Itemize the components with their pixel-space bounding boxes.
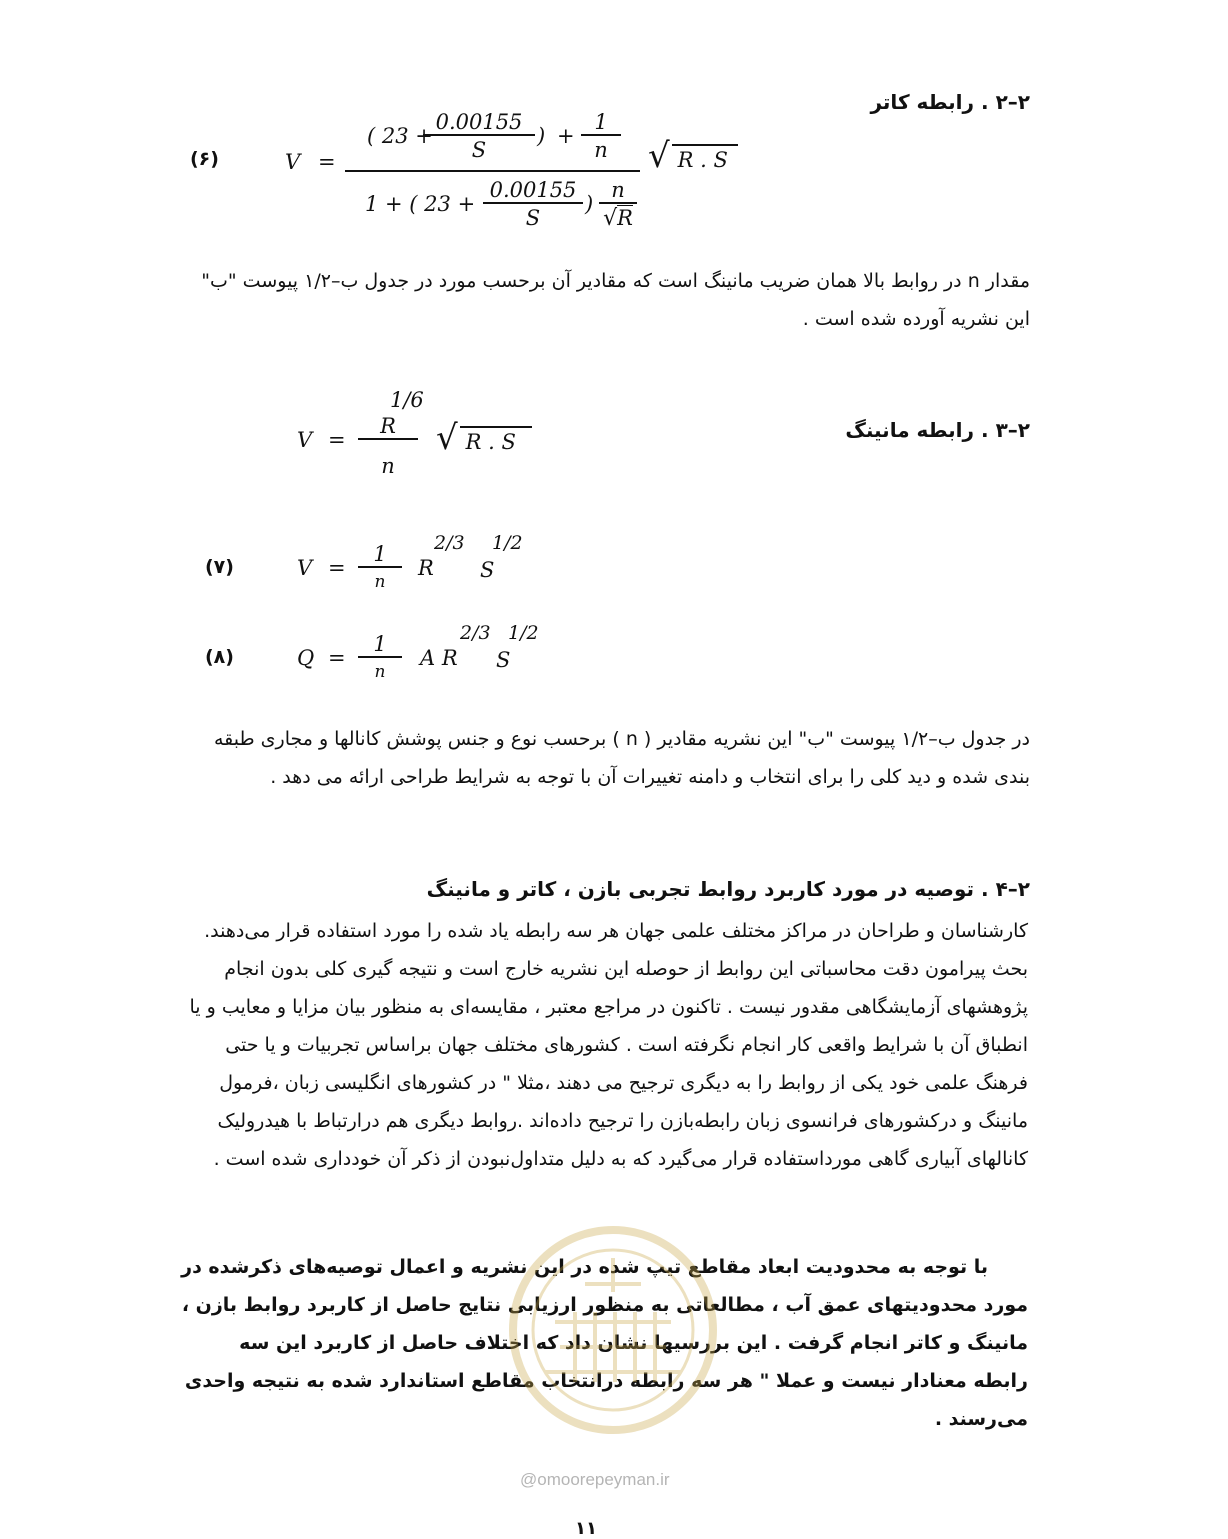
kutter-numerator-n: n [594,138,608,162]
recommendation-paragraph-1: کارشناسان و طراحان در مراکز مختلف علمی جهان هر سه رابطه یاد شده را مورد استفاده قرار می‌دهند. بحث پیرامون دقت محاسباتی این روابط از حوصله این نشریه خارج است و نتیجه گیری کلی بدون انجام پژوهشهای آزمایشگاهی مقدور نیست . تاکنون در مراجع معتبر ، مقایسه‌ای به منظور بیان مزایا و معایب و یا انطباق آن با شرایط واقعی کار انجام نگرفته است . کشورهای مختلف جهان براساس تجربیات و یا حتی فرهنگ علمی خود یکی از روابط را به دیگری ترجیح می دهند ،مثلا " در کشورهای انگلیسی زبان ،فرمول مانینگ و درکشورهای فرانسوی زبان رابطه‌بازن را ترجیح داده‌اند .روابط دیگری هم درارتباط با هیدرولیک کانالهای آبیاری گاهی مورداستفاده قرار می‌گیرد که به دلیل متداول‌نبودن از ذکر آن خودداری شده است . [189,920,1028,1170]
manning-paragraph: در جدول ب–۱/۲ پیوست "ب" این نشریه مقادیر ( n ) برحسب نوع و جنس پوشش کانالها و مجاری طبقه بندی شده و دید کلی را برای انتخاب و دامنه تغییرات آن با توجه به شرایط طراحی ارائه می دهد . [213,728,1030,788]
sqrt-symbol: √ [648,136,670,176]
eq8-one: 1 [358,632,402,658]
kutter-main-fraction [345,110,640,230]
manning-sqrt [436,418,532,458]
page-number: ۱۱ [575,1518,597,1539]
watermark-seal [505,1222,721,1438]
recommendation-heading: ۲–۴ . توصیه در مورد کاربرد روابط تجربی بازن ، کاتر و مانینگ [426,877,1030,901]
eq7-n: n [374,572,386,592]
eq8-ar: A R [420,646,458,670]
kutter-sqrt [648,136,738,176]
kutter-denominator-sqrt-r: √R [603,206,633,231]
equation-6-label: (۶) [190,148,219,170]
recommendation-paragraph-2: با توجه به محدودیت ابعاد مقاطع تیپ شده در این نشریه و اعمال توصیه‌های ذکرشده در مورد محدودیتهای عمق آب ، مطالعاتی به منظور ارزیابی نتایج حاصل از کاربرد روابط بازن ، مانینگ و کاتر انجام گرفت . این بررسیها نشان داد که اختلاف حاصل از کاربرد این سه رابطه معنادار نیست و عملا " هر سه رابطه درانتخاب مقاطع استاندارد شده به نتیجه واحدی می‌رسند . [181,1256,1028,1430]
kutter-v: V [285,150,301,174]
kutter-numerator-one: 1 [581,110,621,136]
eq7-s-exponent: 1/2 [492,532,523,554]
sqrt-symbol: √ [436,418,458,458]
eq8-r-exponent: 2/3 [460,622,491,644]
manning-v: V [297,428,313,452]
kutter-denominator-r: R [617,206,633,230]
kutter-denominator-start: 1 + ( 23 + [365,192,476,216]
watermark-text: @omoorepeyman.ir [520,1470,670,1489]
eq8-s: S [496,648,511,672]
eq7-s: S [480,558,495,582]
manning-frac-n: n [381,454,395,478]
kutter-numerator-close: ) [537,124,546,148]
eq7-equals: = [328,556,346,580]
kutter-equals: = [318,150,336,174]
eq8-n: n [374,662,386,682]
kutter-numerator-frac-top: 0.00155 [423,110,535,136]
manning-equals: = [328,428,346,452]
equation-7-label: (۷) [205,556,234,578]
kutter-numerator-frac-bottom: S [471,138,487,162]
kutter-paragraph: مقدار n در روابط بالا همان ضریب مانینگ است که مقادیر آن برحسب مورد در جدول ب–۱/۲ پیوست "ب" این نشریه آورده شده است . [201,270,1030,330]
kutter-sqrt-rs: R . S [672,144,738,172]
eq7-r: R [418,556,434,580]
manning-sqrt-rs: R . S [460,426,532,454]
eq7-r-exponent: 2/3 [434,532,465,554]
kutter-denominator-frac-bottom: S [525,206,541,230]
eq8-s-exponent: 1/2 [508,622,539,644]
kutter-denominator-n: n [599,178,637,204]
eq7-v: V [297,556,313,580]
kutter-main-bar [345,170,640,172]
manning-exponent: 1/6 [390,388,424,412]
eq8-equals: = [328,646,346,670]
kutter-numerator-plus: + [557,124,575,148]
equation-8-label: (۸) [205,646,234,668]
eq8-q: Q [297,646,315,670]
manning-frac-r: R [358,414,418,440]
manning-heading: ۲–۳ . رابطه مانینگ [845,418,1030,442]
kutter-denominator-close: ) [585,192,594,216]
kutter-heading: ۲–۲ . رابطه کاتر [870,90,1030,114]
kutter-numerator-open: ( 23 + [367,124,433,148]
seal-icon [505,1222,721,1438]
kutter-denominator-frac-top: 0.00155 [483,178,583,204]
eq7-one: 1 [358,542,402,568]
